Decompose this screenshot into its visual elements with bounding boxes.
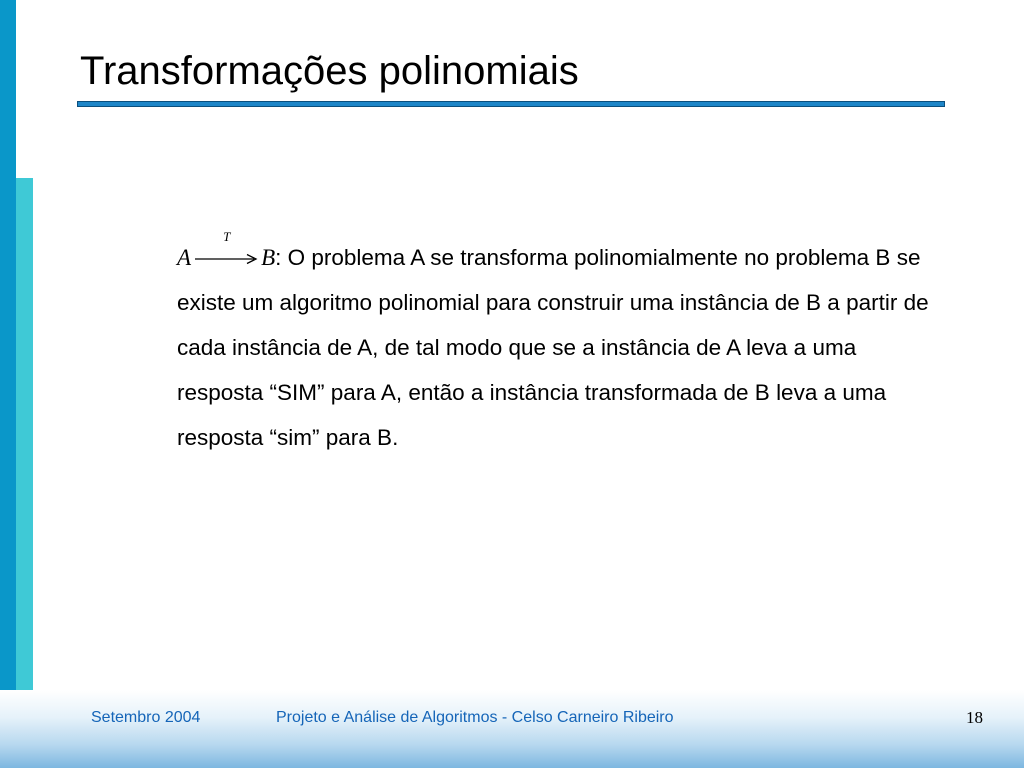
definition-paragraph [137, 229, 937, 460]
side-accent-bar-dark [0, 0, 16, 768]
footer-course-title: Projeto e Análise de Algoritmos - Celso Carneiro Ribeiro [276, 709, 674, 726]
footer-date: Setembro 2004 [91, 709, 201, 726]
slide-body [137, 229, 937, 460]
side-accent-bar-light [16, 178, 33, 750]
slide-title: Transformações polinomiais [80, 49, 579, 93]
footer-gradient-band [0, 690, 1024, 768]
transformation-label: T [223, 229, 231, 244]
problem-a-symbol: A [177, 245, 192, 270]
definition-text: : O problema A se transforma polinomialmente no problema B se existe um algoritmo polinomial para construir uma instância de B a partir de cada instância de A, de tal modo que se a instância de A leva a uma resposta “SIM” para A, então a instância transformada de B leva a uma resposta “sim” para B. [177, 245, 929, 450]
slide-page-number: 18 [966, 708, 983, 727]
problem-b-symbol: B [261, 245, 276, 270]
transformation-arrow [192, 229, 260, 267]
title-underline-rule [77, 101, 945, 107]
right-arrow-icon [192, 247, 260, 267]
